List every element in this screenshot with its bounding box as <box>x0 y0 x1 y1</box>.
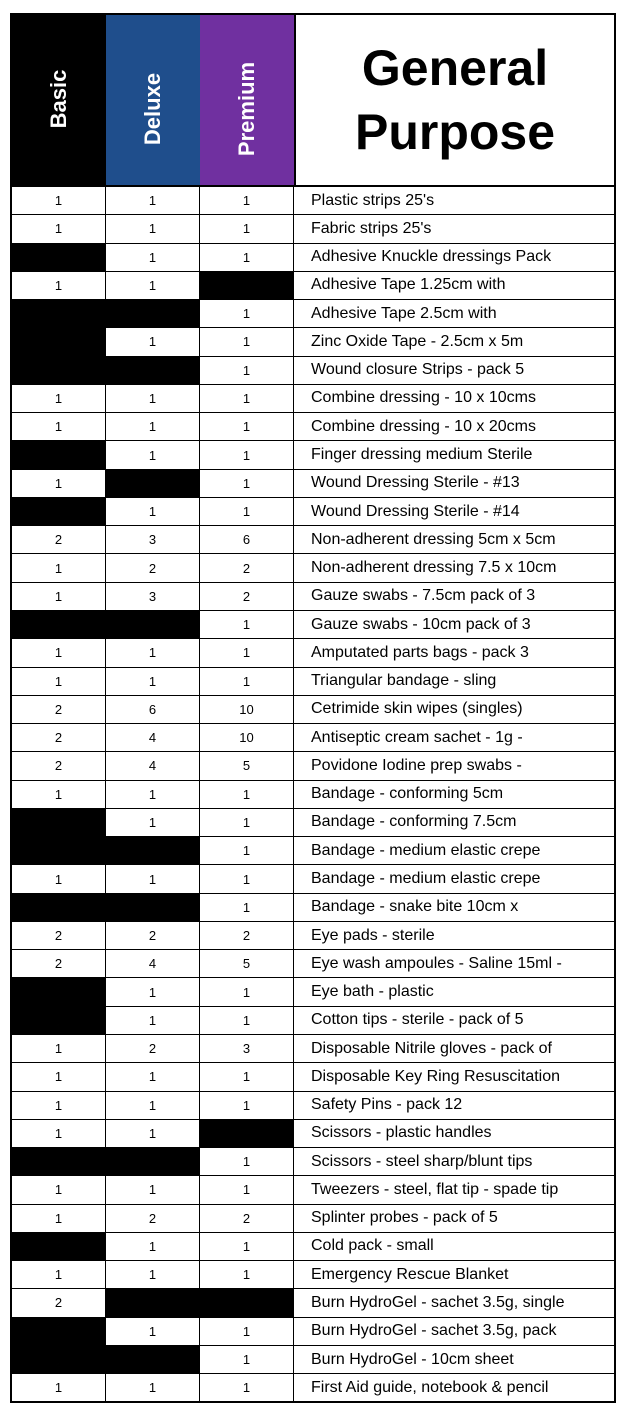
item-description: Bandage - conforming 5cm <box>294 781 614 809</box>
table-row <box>12 1007 614 1035</box>
table-row <box>12 809 614 837</box>
basic-quantity: 2 <box>12 922 106 950</box>
basic-not-included <box>12 441 106 469</box>
premium-quantity: 3 <box>200 1035 294 1063</box>
item-description: Wound Dressing Sterile - #14 <box>294 498 614 526</box>
premium-quantity: 1 <box>200 498 294 526</box>
item-description: Burn HydroGel - sachet 3.5g, single <box>294 1289 614 1317</box>
premium-quantity: 2 <box>200 1205 294 1233</box>
item-description: Scissors - steel sharp/blunt tips <box>294 1148 614 1176</box>
basic-quantity: 1 <box>12 865 106 893</box>
deluxe-quantity: 4 <box>106 950 200 978</box>
premium-quantity: 1 <box>200 1233 294 1261</box>
item-description: Adhesive Knuckle dressings Pack <box>294 244 614 272</box>
item-description: Combine dressing - 10 x 20cms <box>294 413 614 441</box>
basic-not-included <box>12 1233 106 1261</box>
table-row <box>12 441 614 469</box>
item-description: Cetrimide skin wipes (singles) <box>294 696 614 724</box>
table-row <box>12 1261 614 1289</box>
item-description: Cotton tips - sterile - pack of 5 <box>294 1007 614 1035</box>
column-label-deluxe: Deluxe <box>140 72 165 146</box>
table-row <box>12 272 614 300</box>
table-row <box>12 1346 614 1374</box>
item-description: Adhesive Tape 2.5cm with <box>294 300 614 328</box>
premium-quantity: 2 <box>200 922 294 950</box>
basic-quantity: 1 <box>12 272 106 300</box>
basic-quantity: 1 <box>12 639 106 667</box>
table-row <box>12 215 614 243</box>
deluxe-quantity: 4 <box>106 724 200 752</box>
item-description: Burn HydroGel - 10cm sheet <box>294 1346 614 1374</box>
basic-not-included <box>12 328 106 356</box>
premium-not-included <box>200 1120 294 1148</box>
column-header-premium <box>200 15 294 185</box>
item-description: Wound closure Strips - pack 5 <box>294 357 614 385</box>
deluxe-quantity: 2 <box>106 1035 200 1063</box>
premium-quantity: 1 <box>200 1063 294 1091</box>
deluxe-quantity: 1 <box>106 1092 200 1120</box>
table-row <box>12 837 614 865</box>
deluxe-quantity: 3 <box>106 583 200 611</box>
item-description: Finger dressing medium Sterile <box>294 441 614 469</box>
premium-quantity: 5 <box>200 950 294 978</box>
premium-quantity: 10 <box>200 724 294 752</box>
basic-quantity: 1 <box>12 1092 106 1120</box>
item-description: Splinter probes - pack of 5 <box>294 1205 614 1233</box>
basic-not-included <box>12 1346 106 1374</box>
item-description: Non-adherent dressing 7.5 x 10cm <box>294 554 614 582</box>
basic-quantity: 1 <box>12 1063 106 1091</box>
table-row <box>12 1374 614 1402</box>
premium-quantity: 1 <box>200 441 294 469</box>
item-description: Safety Pins - pack 12 <box>294 1092 614 1120</box>
table-row <box>12 244 614 272</box>
basic-quantity: 1 <box>12 1035 106 1063</box>
deluxe-quantity: 1 <box>106 1176 200 1204</box>
table-row <box>12 498 614 526</box>
deluxe-quantity: 1 <box>106 244 200 272</box>
premium-quantity: 1 <box>200 781 294 809</box>
deluxe-quantity: 1 <box>106 187 200 215</box>
deluxe-quantity: 2 <box>106 554 200 582</box>
item-description: Non-adherent dressing 5cm x 5cm <box>294 526 614 554</box>
item-description: Amputated parts bags - pack 3 <box>294 639 614 667</box>
table-row <box>12 1205 614 1233</box>
deluxe-quantity: 1 <box>106 1063 200 1091</box>
item-description: Antiseptic cream sachet - 1g - <box>294 724 614 752</box>
table-row <box>12 894 614 922</box>
premium-quantity: 1 <box>200 1007 294 1035</box>
table-row <box>12 1148 614 1176</box>
deluxe-quantity: 1 <box>106 639 200 667</box>
item-description: Triangular bandage - sling <box>294 668 614 696</box>
deluxe-quantity: 1 <box>106 385 200 413</box>
table-row <box>12 950 614 978</box>
deluxe-quantity: 1 <box>106 1007 200 1035</box>
deluxe-quantity: 1 <box>106 441 200 469</box>
table-row <box>12 922 614 950</box>
item-description: Tweezers - steel, flat tip - spade tip <box>294 1176 614 1204</box>
premium-quantity: 1 <box>200 385 294 413</box>
premium-quantity: 10 <box>200 696 294 724</box>
deluxe-quantity: 4 <box>106 752 200 780</box>
item-description: Eye bath - plastic <box>294 978 614 1006</box>
premium-quantity: 1 <box>200 357 294 385</box>
deluxe-quantity: 1 <box>106 978 200 1006</box>
table-row <box>12 639 614 667</box>
item-description: Bandage - medium elastic crepe <box>294 865 614 893</box>
premium-quantity: 2 <box>200 583 294 611</box>
column-label-basic: Basic <box>46 69 71 129</box>
table-row <box>12 781 614 809</box>
premium-quantity: 1 <box>200 1092 294 1120</box>
table-row <box>12 696 614 724</box>
item-description: Cold pack - small <box>294 1233 614 1261</box>
table-row <box>12 187 614 215</box>
basic-quantity: 1 <box>12 385 106 413</box>
table-row <box>12 526 614 554</box>
table-row <box>12 300 614 328</box>
basic-quantity: 2 <box>12 724 106 752</box>
item-description: Bandage - medium elastic crepe <box>294 837 614 865</box>
basic-quantity: 1 <box>12 1120 106 1148</box>
deluxe-quantity: 1 <box>106 328 200 356</box>
deluxe-not-included <box>106 611 200 639</box>
item-description: Zinc Oxide Tape - 2.5cm x 5m <box>294 328 614 356</box>
basic-quantity: 1 <box>12 1205 106 1233</box>
deluxe-not-included <box>106 837 200 865</box>
table-row <box>12 1176 614 1204</box>
table-body <box>12 187 614 1402</box>
kit-contents-table <box>10 13 616 1403</box>
table-row <box>12 357 614 385</box>
table-row <box>12 724 614 752</box>
basic-quantity: 2 <box>12 1289 106 1317</box>
basic-not-included <box>12 244 106 272</box>
basic-quantity: 1 <box>12 413 106 441</box>
table-header <box>12 15 614 187</box>
premium-quantity: 1 <box>200 187 294 215</box>
item-description: Burn HydroGel - sachet 3.5g, pack <box>294 1318 614 1346</box>
premium-quantity: 5 <box>200 752 294 780</box>
table-row <box>12 554 614 582</box>
table-row <box>12 583 614 611</box>
premium-quantity: 1 <box>200 1318 294 1346</box>
deluxe-quantity: 1 <box>106 781 200 809</box>
item-description: Povidone Iodine prep swabs - <box>294 752 614 780</box>
premium-quantity: 1 <box>200 611 294 639</box>
item-description: Eye wash ampoules - Saline 15ml - <box>294 950 614 978</box>
table-row <box>12 752 614 780</box>
basic-quantity: 1 <box>12 1374 106 1402</box>
premium-quantity: 1 <box>200 865 294 893</box>
deluxe-quantity: 3 <box>106 526 200 554</box>
title-line-1: General <box>361 40 549 96</box>
deluxe-quantity: 1 <box>106 1233 200 1261</box>
premium-quantity: 1 <box>200 328 294 356</box>
item-description: Plastic strips 25's <box>294 187 614 215</box>
table-row <box>12 1092 614 1120</box>
basic-not-included <box>12 498 106 526</box>
premium-not-included <box>200 1289 294 1317</box>
table-row <box>12 978 614 1006</box>
basic-not-included <box>12 809 106 837</box>
premium-quantity: 1 <box>200 1346 294 1374</box>
item-description: Gauze swabs - 10cm pack of 3 <box>294 611 614 639</box>
deluxe-quantity: 1 <box>106 1374 200 1402</box>
deluxe-not-included <box>106 894 200 922</box>
deluxe-quantity: 1 <box>106 413 200 441</box>
table-row <box>12 1063 614 1091</box>
table-row <box>12 668 614 696</box>
deluxe-not-included <box>106 357 200 385</box>
item-description: First Aid guide, notebook & pencil <box>294 1374 614 1402</box>
item-description: Emergency Rescue Blanket <box>294 1261 614 1289</box>
premium-quantity: 1 <box>200 1261 294 1289</box>
premium-quantity: 2 <box>200 554 294 582</box>
deluxe-quantity: 1 <box>106 498 200 526</box>
deluxe-quantity: 1 <box>106 809 200 837</box>
basic-not-included <box>12 611 106 639</box>
premium-quantity: 6 <box>200 526 294 554</box>
premium-quantity: 1 <box>200 894 294 922</box>
table-row <box>12 1289 614 1317</box>
basic-quantity: 1 <box>12 583 106 611</box>
premium-quantity: 1 <box>200 639 294 667</box>
item-description: Gauze swabs - 7.5cm pack of 3 <box>294 583 614 611</box>
item-description: Bandage - snake bite 10cm x <box>294 894 614 922</box>
basic-quantity: 1 <box>12 668 106 696</box>
basic-quantity: 2 <box>12 950 106 978</box>
deluxe-not-included <box>106 1346 200 1374</box>
basic-not-included <box>12 300 106 328</box>
deluxe-quantity: 1 <box>106 865 200 893</box>
premium-quantity: 1 <box>200 668 294 696</box>
item-description: Combine dressing - 10 x 10cms <box>294 385 614 413</box>
table-row <box>12 1318 614 1346</box>
basic-quantity: 1 <box>12 187 106 215</box>
table-title <box>294 15 614 185</box>
table-row <box>12 1035 614 1063</box>
item-description: Adhesive Tape 1.25cm with <box>294 272 614 300</box>
deluxe-not-included <box>106 300 200 328</box>
basic-quantity: 2 <box>12 696 106 724</box>
table-row <box>12 865 614 893</box>
premium-quantity: 1 <box>200 1176 294 1204</box>
basic-quantity: 1 <box>12 1261 106 1289</box>
premium-quantity: 1 <box>200 1148 294 1176</box>
premium-quantity: 1 <box>200 1374 294 1402</box>
basic-not-included <box>12 894 106 922</box>
column-header-deluxe <box>106 15 200 185</box>
basic-not-included <box>12 1007 106 1035</box>
premium-quantity: 1 <box>200 809 294 837</box>
deluxe-quantity: 1 <box>106 1318 200 1346</box>
basic-quantity: 1 <box>12 1176 106 1204</box>
table-row <box>12 470 614 498</box>
basic-not-included <box>12 1148 106 1176</box>
premium-quantity: 1 <box>200 837 294 865</box>
deluxe-quantity: 1 <box>106 272 200 300</box>
premium-quantity: 1 <box>200 413 294 441</box>
basic-quantity: 1 <box>12 554 106 582</box>
deluxe-not-included <box>106 470 200 498</box>
basic-quantity: 2 <box>12 752 106 780</box>
item-description: Wound Dressing Sterile - #13 <box>294 470 614 498</box>
title-line-2: Purpose <box>354 104 556 160</box>
item-description: Disposable Nitrile gloves - pack of <box>294 1035 614 1063</box>
deluxe-quantity: 1 <box>106 1120 200 1148</box>
basic-not-included <box>12 357 106 385</box>
deluxe-quantity: 1 <box>106 215 200 243</box>
item-description: Disposable Key Ring Resuscitation <box>294 1063 614 1091</box>
deluxe-not-included <box>106 1148 200 1176</box>
basic-quantity: 2 <box>12 526 106 554</box>
premium-not-included <box>200 272 294 300</box>
item-description: Fabric strips 25's <box>294 215 614 243</box>
basic-quantity: 1 <box>12 215 106 243</box>
item-description: Eye pads - sterile <box>294 922 614 950</box>
deluxe-quantity: 2 <box>106 1205 200 1233</box>
premium-quantity: 1 <box>200 300 294 328</box>
table-row <box>12 385 614 413</box>
deluxe-quantity: 6 <box>106 696 200 724</box>
basic-not-included <box>12 837 106 865</box>
table-row <box>12 1120 614 1148</box>
table-row <box>12 413 614 441</box>
basic-quantity: 1 <box>12 781 106 809</box>
deluxe-not-included <box>106 1289 200 1317</box>
item-description: Bandage - conforming 7.5cm <box>294 809 614 837</box>
premium-quantity: 1 <box>200 470 294 498</box>
basic-not-included <box>12 978 106 1006</box>
basic-not-included <box>12 1318 106 1346</box>
item-description: Scissors - plastic handles <box>294 1120 614 1148</box>
table-row <box>12 328 614 356</box>
table-row <box>12 611 614 639</box>
column-label-premium: Premium <box>234 61 259 157</box>
premium-quantity: 1 <box>200 978 294 1006</box>
column-header-basic <box>12 15 106 185</box>
deluxe-quantity: 2 <box>106 922 200 950</box>
deluxe-quantity: 1 <box>106 1261 200 1289</box>
premium-quantity: 1 <box>200 215 294 243</box>
table-row <box>12 1233 614 1261</box>
basic-quantity: 1 <box>12 470 106 498</box>
premium-quantity: 1 <box>200 244 294 272</box>
deluxe-quantity: 1 <box>106 668 200 696</box>
